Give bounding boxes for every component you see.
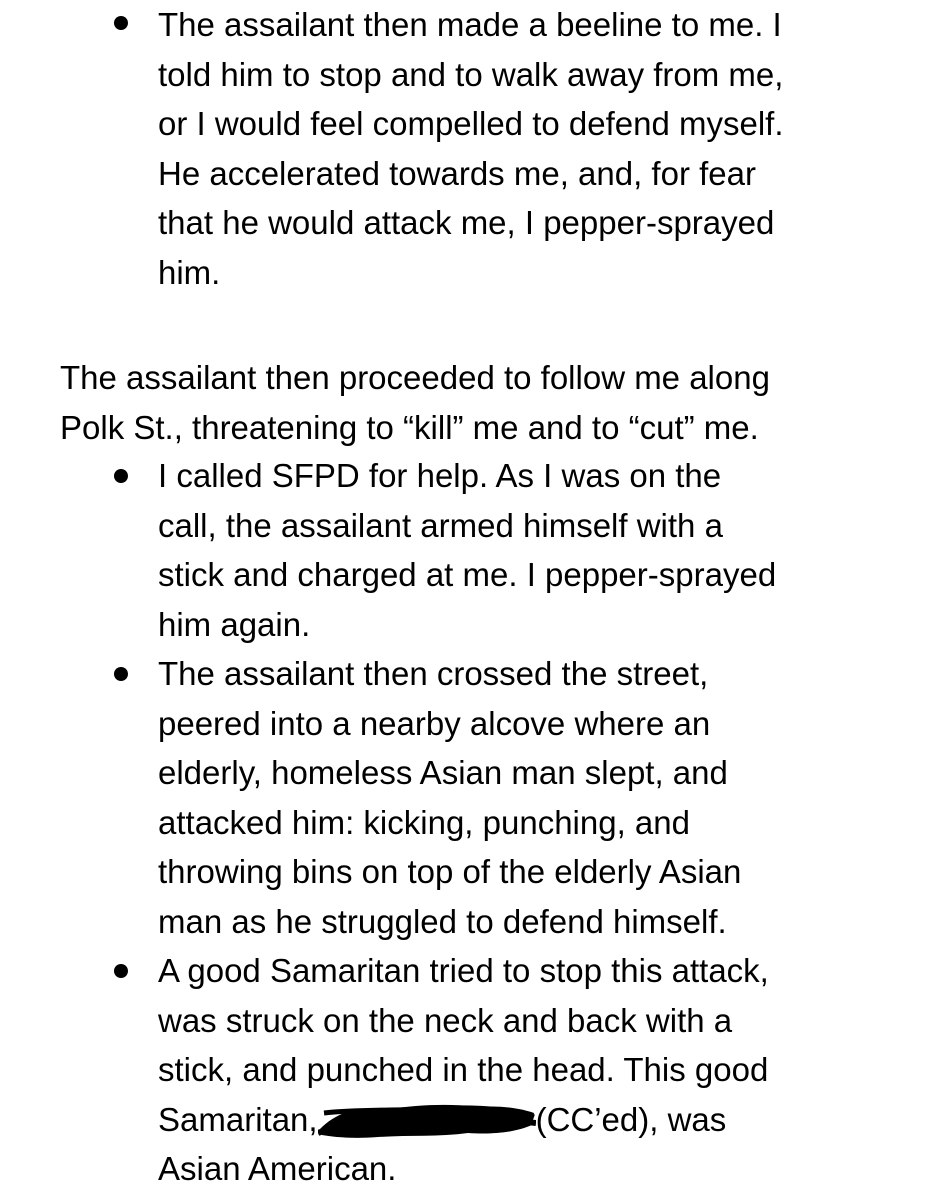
text-before-redaction: Samaritan,	[158, 1100, 318, 1138]
bullet-icon	[114, 16, 128, 30]
text-line: man as he struggled to defend himself.	[158, 902, 727, 940]
text-after-redaction: (CC’ed), was	[535, 1100, 727, 1138]
bullet-icon	[114, 964, 128, 978]
redacted-text-line	[158, 1095, 887, 1145]
text-line: stick, and punched in the head. This good	[158, 1051, 769, 1088]
text-line: told him to stop and to walk away from me,	[158, 55, 784, 93]
list-item	[0, 649, 927, 946]
text-line: Polk St., threatening to “kill” me and to “cut” me.	[60, 408, 759, 446]
bullet-list-top	[0, 0, 927, 297]
text-line: that he would attack me, I pepper-sprayed	[158, 204, 775, 241]
text-line: He accelerated towards me, and, for fear	[158, 154, 756, 192]
text-line: The assailant then crossed the street,	[158, 655, 709, 692]
bullet-list-bottom	[0, 451, 927, 1194]
text-line: stick and charged at me. I pepper-sprayed	[158, 556, 777, 593]
bullet-icon	[114, 667, 128, 681]
text-line: elderly, homeless Asian man slept, and	[158, 754, 728, 791]
text-line: call, the assailant armed himself with a	[158, 506, 723, 544]
text-line: or I would feel compelled to defend myself.	[158, 105, 784, 142]
text-line: was struck on the neck and back with a	[158, 1001, 733, 1039]
redacted-name	[318, 1095, 536, 1145]
text-line: The assailant then proceeded to follow me along	[60, 359, 770, 396]
text-line: Asian American.	[158, 1150, 397, 1187]
text-line: him again.	[158, 605, 311, 643]
body-paragraph	[60, 353, 920, 452]
bullet-icon	[114, 469, 128, 483]
text-line: attacked him: kicking, punching, and	[158, 803, 690, 841]
redaction-scribble	[318, 1099, 536, 1139]
text-line: peered into a nearby alcove where an	[158, 704, 711, 742]
text-line: throwing bins on top of the elderly Asian	[158, 853, 742, 890]
text-line: A good Samaritan tried to stop this attack,	[158, 952, 769, 989]
list-item	[0, 451, 927, 649]
text-line: him.	[158, 253, 221, 291]
list-item	[0, 946, 927, 1194]
list-item	[0, 0, 927, 297]
text-line: The assailant then made a beeline to me. I	[158, 6, 782, 43]
text-line: I called SFPD for help. As I was on the	[158, 457, 722, 494]
